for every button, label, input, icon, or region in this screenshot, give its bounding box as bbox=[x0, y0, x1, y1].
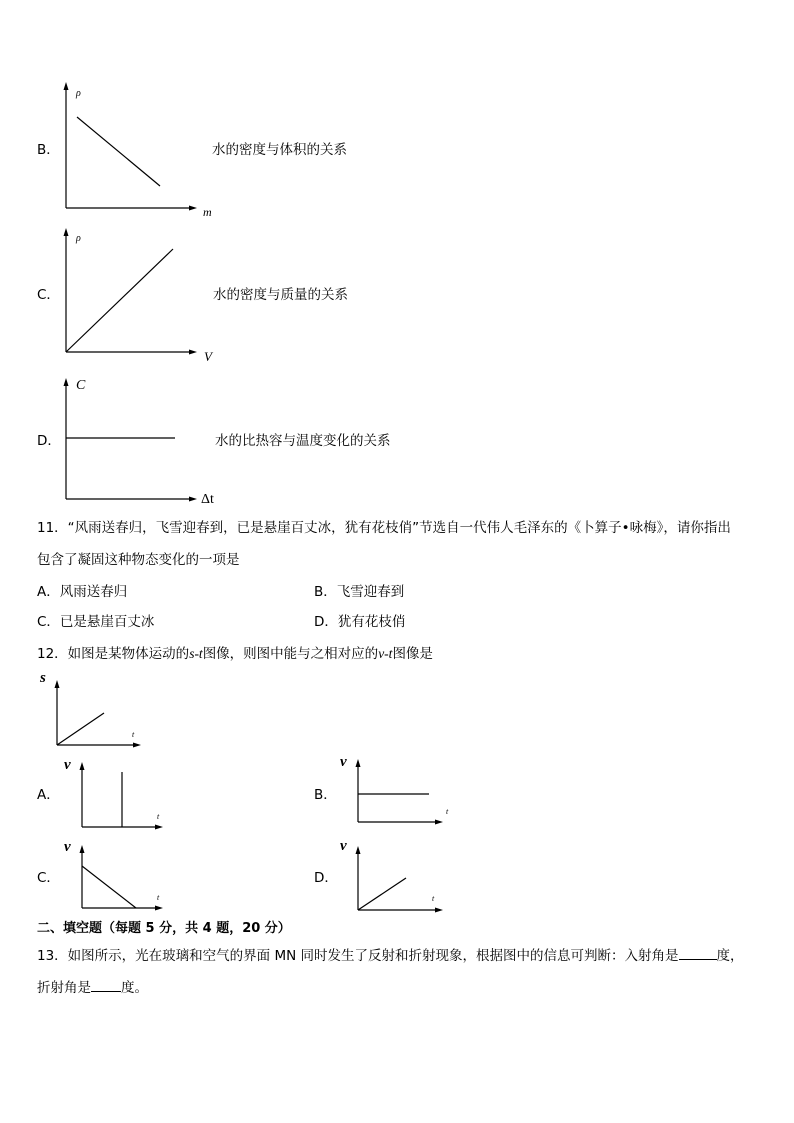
x-axis-label: V bbox=[204, 349, 212, 364]
section-heading: 二、填空题（每题 5 分，共 4 题，20 分） bbox=[37, 921, 291, 936]
y-axis-label: C bbox=[76, 378, 86, 393]
y-axis-label: v bbox=[340, 754, 347, 770]
x-axis-label: t bbox=[432, 894, 435, 903]
x-axis-label: Δt bbox=[201, 492, 214, 507]
y-axis-label: ρ bbox=[76, 233, 81, 244]
option-d-letter[interactable]: D． bbox=[314, 870, 338, 886]
st-term: s-t bbox=[189, 646, 203, 661]
option-a[interactable]: A．风雨送春归 bbox=[37, 584, 128, 600]
option-a-letter[interactable]: A． bbox=[37, 787, 60, 803]
x-axis-label: t bbox=[157, 893, 160, 902]
vt-term: v-t bbox=[378, 646, 393, 661]
question-text-line2: 折射角是 度。 bbox=[37, 980, 148, 996]
decreasing-line bbox=[77, 117, 160, 186]
option-letter: D． bbox=[37, 433, 61, 449]
graph-caption: 水的比热容与温度变化的关系 bbox=[215, 433, 391, 449]
option-letter: C． bbox=[37, 287, 60, 303]
option-c[interactable]: C．已是悬崖百丈冰 bbox=[37, 614, 155, 630]
y-axis-label: ρ bbox=[76, 88, 81, 99]
increasing-line bbox=[66, 249, 173, 352]
refraction-angle-blank[interactable] bbox=[91, 978, 121, 992]
graph-caption: 水的密度与体积的关系 bbox=[212, 142, 347, 158]
question-text-line1: 13．如图所示，光在玻璃和空气的界面 MN 同时发生了反射和折射现象，根据图中的信息可判断：入射角是 度， bbox=[37, 948, 744, 964]
option-c-letter[interactable]: C． bbox=[37, 870, 60, 886]
graph-caption: 水的密度与质量的关系 bbox=[213, 287, 348, 303]
option-b[interactable]: B．飞雪迎春到 bbox=[314, 584, 405, 600]
y-axis-label: s bbox=[40, 670, 46, 686]
option-b-letter[interactable]: B． bbox=[314, 787, 337, 803]
question-text: 12．如图是某物体运动的s-t图像，则图中能与之相对应的v-t图像是 bbox=[37, 646, 433, 662]
x-axis-label: t bbox=[157, 812, 160, 821]
question-text-line1: 11．“风雨送春归，飞雪迎春到，已是悬崖百丈冰，犹有花枝俏”节选自一代伟人毛泽东的《卜算子•咏梅》，请你指出 bbox=[37, 520, 731, 536]
incident-angle-blank[interactable] bbox=[679, 946, 717, 960]
option-d-vt-graph bbox=[0, 0, 1, 1]
x-axis-label: m bbox=[203, 205, 212, 219]
option-d[interactable]: D．犹有花枝俏 bbox=[314, 614, 406, 630]
question-text-line2: 包含了凝固这种物态变化的一项是 bbox=[37, 552, 240, 568]
y-axis-label: v bbox=[64, 839, 71, 855]
option-letter: B． bbox=[37, 142, 60, 158]
y-axis-label: v bbox=[64, 757, 71, 773]
x-axis-label: t bbox=[132, 730, 135, 739]
y-axis-label: v bbox=[340, 838, 347, 854]
x-axis-label: t bbox=[446, 807, 449, 816]
